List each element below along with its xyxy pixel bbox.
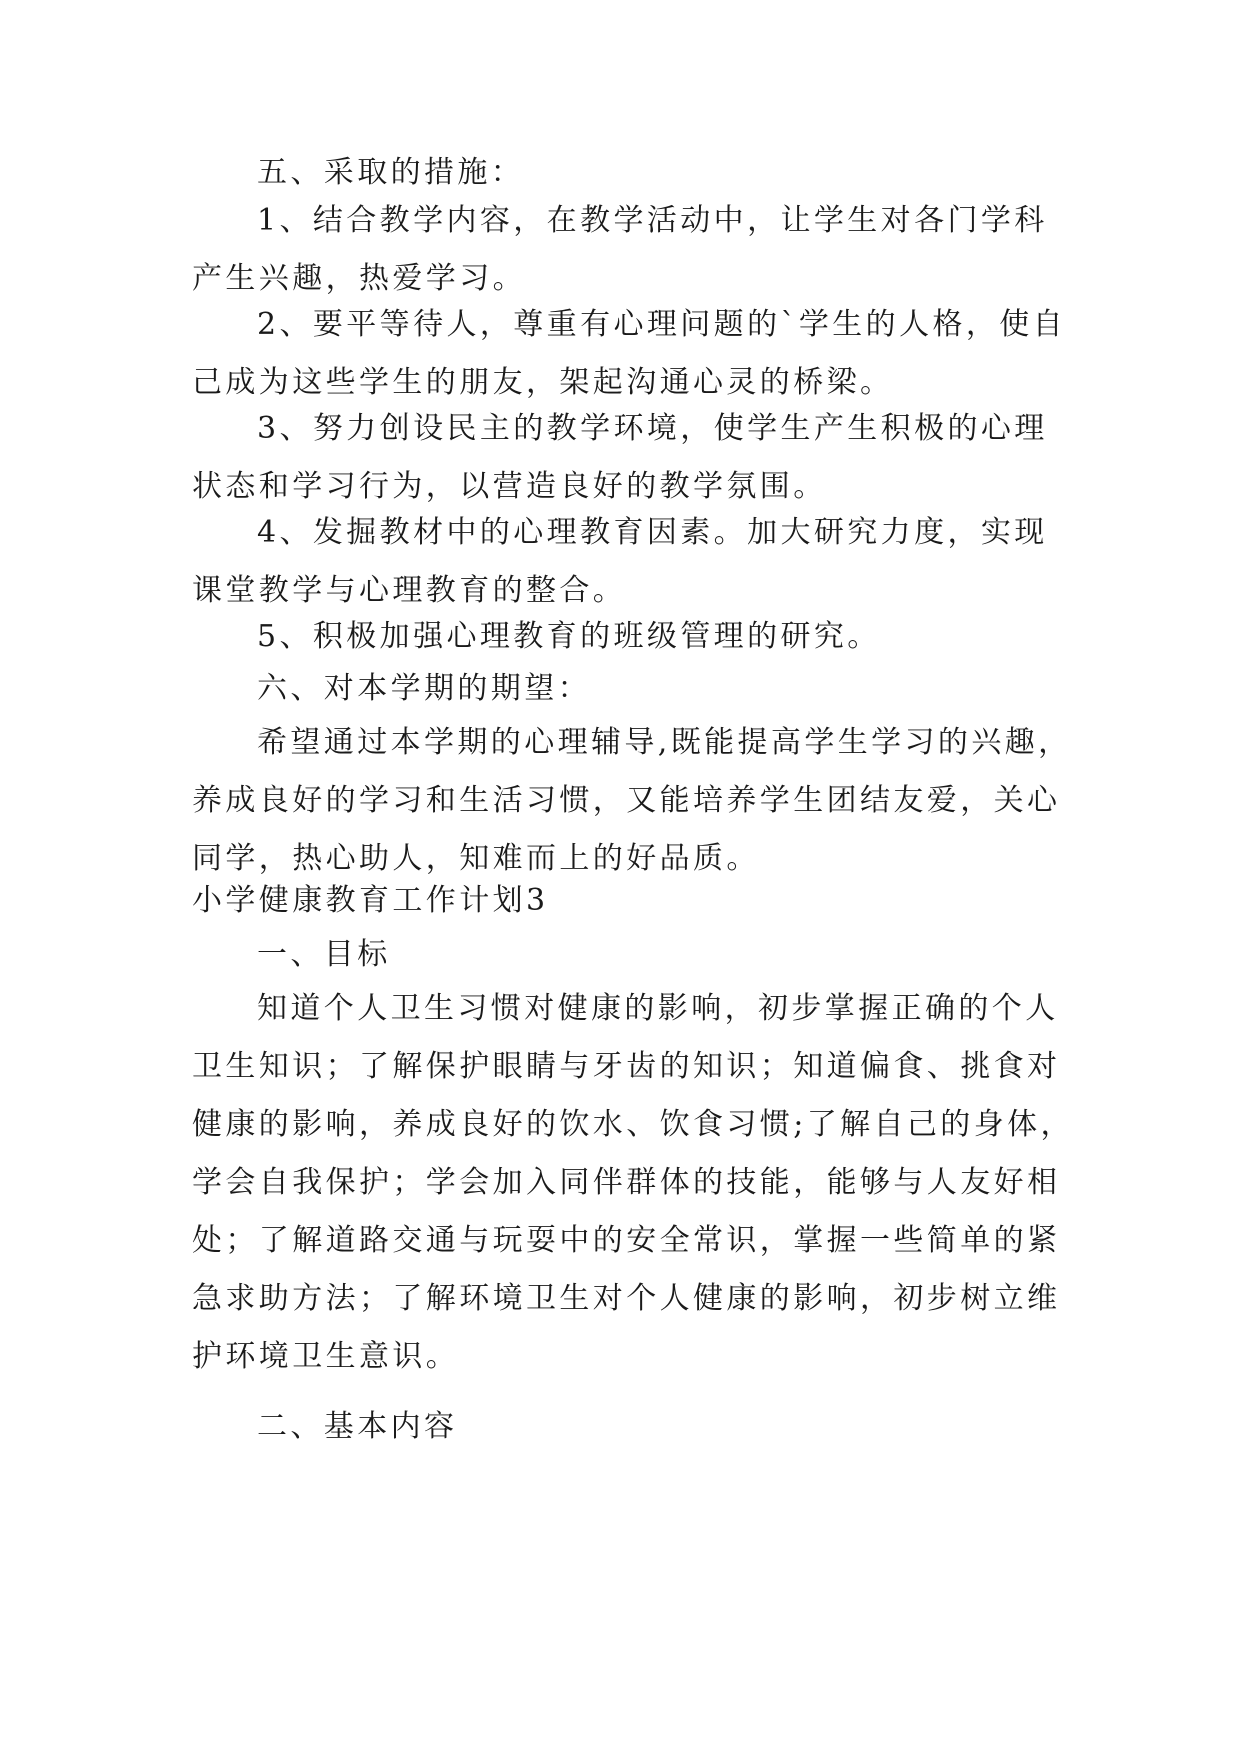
heading-goals	[192, 926, 1062, 984]
heading-expectations	[192, 660, 1062, 718]
measure-item-4	[192, 504, 1062, 620]
measure-item-1	[192, 192, 1062, 308]
text-line: 1、结合教学内容，在教学活动中，让学生对各门学科	[257, 203, 1048, 238]
text-line: 二、基本内容	[257, 1409, 458, 1444]
text-line: 己成为这些学生的朋友，架起沟通心灵的桥梁。	[192, 365, 894, 400]
text-line: 状态和学习行为，以营造良好的教学氛围。	[192, 469, 827, 504]
text-line: 4、发掘教材中的心理教育因素。加大研究力度，实现	[257, 515, 1048, 550]
paragraph-hope	[192, 714, 1072, 888]
heading-basic-content	[192, 1398, 1062, 1456]
text-line: 同学，热心助人，知难而上的好品质。	[192, 841, 760, 876]
text-line: 5、积极加强心理教育的班级管理的研究。	[257, 619, 881, 654]
text-line: 课堂教学与心理教育的整合。	[192, 573, 627, 608]
section-title	[192, 872, 1062, 930]
measure-item-3	[192, 400, 1062, 516]
paragraph-goals	[192, 980, 1074, 1386]
text-line: 处；了解道路交通与玩耍中的安全常识，掌握一些简单的紧	[192, 1223, 1061, 1258]
text-line: 五、采取的措施：	[257, 155, 525, 190]
text-line: 产生兴趣，热爱学习。	[192, 261, 526, 296]
text-line: 2、要平等待人，尊重有心理问题的`学生的人格，使自	[257, 307, 1067, 342]
text-line: 健康的影响，养成良好的饮水、饮食习惯;了解自己的身体，	[192, 1107, 1074, 1142]
text-line: 卫生知识；了解保护眼睛与牙齿的知识；知道偏食、挑食对	[192, 1049, 1061, 1084]
text-line: 护环境卫生意识。	[192, 1339, 460, 1374]
text-line: 3、努力创设民主的教学环境，使学生产生积极的心理	[257, 411, 1048, 446]
text-line: 小学健康教育工作计划3	[192, 883, 549, 918]
measure-item-2	[192, 296, 1067, 412]
text-line: 六、对本学期的期望：	[257, 671, 591, 706]
text-line: 养成良好的学习和生活习惯，又能培养学生团结友爱，关心	[192, 783, 1061, 818]
text-line: 学会自我保护；学会加入同伴群体的技能，能够与人友好相	[192, 1165, 1061, 1200]
text-line: 一、目标	[257, 937, 391, 972]
text-line: 急求助方法；了解环境卫生对个人健康的影响，初步树立维	[192, 1281, 1061, 1316]
text-line: 知道个人卫生习惯对健康的影响，初步掌握正确的个人	[257, 991, 1059, 1026]
text-line: 希望通过本学期的心理辅导,既能提高学生学习的兴趣，	[257, 725, 1072, 760]
measure-item-5	[192, 608, 1062, 666]
